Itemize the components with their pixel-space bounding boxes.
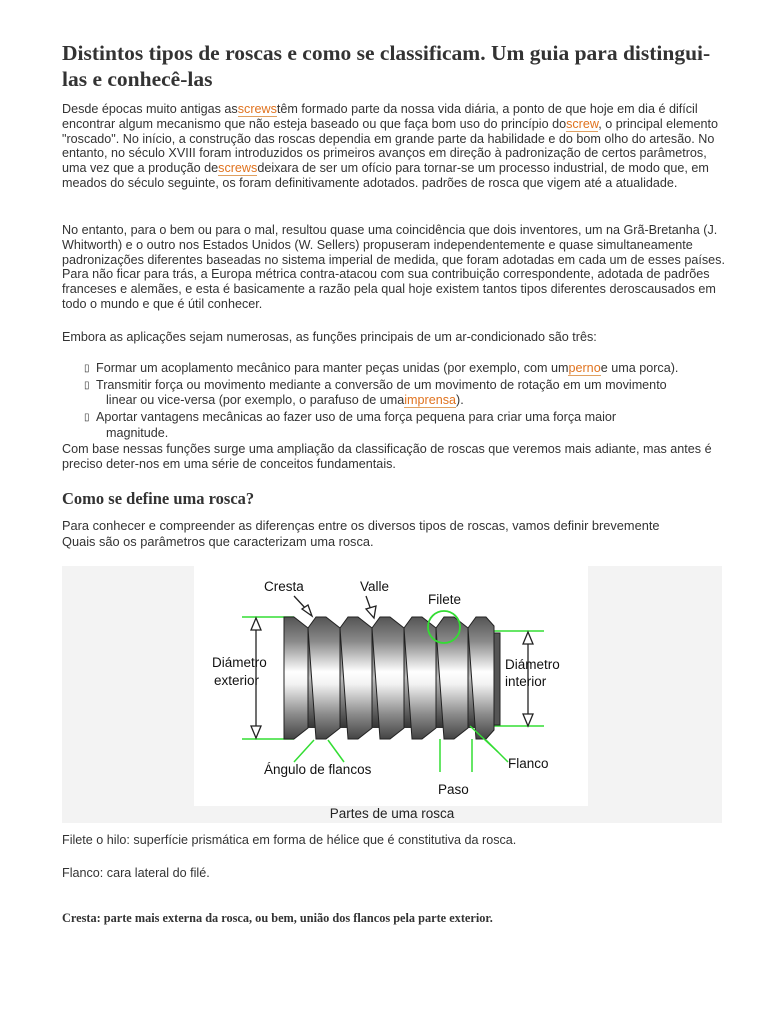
intro-paragraph: Desde épocas muito antigas asscrewstêm formado parte da nossa vida diária, a ponto de que hoje em dia é difícil encontrar algum mecanismo que não esteja baseado ou que faça bom uso do princípio doscrew, o principal elemento "roscado". No início, a construção das roscas dependia em grande parte da habilidade e do bom olho do artesão. No entanto, no século XVIII foram introduzidos os primeiros avanços em direção à padronização de certos parâmetros, uma vez que a produção descrewsdeixara de ser um ofício para tornar-se um processo industrial, de modo que, em meados do século seguinte, os foram definitivamente adotados. padrões de rosca que vigem até a atualidade. bbox=[62, 102, 718, 190]
thread-diagram-svg bbox=[194, 566, 588, 806]
label-diametro-exterior-2: exterior bbox=[214, 673, 260, 688]
article-title: Distintos tipos de roscas e como se classificam. Um guia para distingui-las e conhecê-las bbox=[62, 41, 711, 91]
label-flanco: Flanco bbox=[508, 756, 549, 771]
filete-definition: Filete o hilo: superfície prismática em forma de hélice que é constitutiva da rosca. bbox=[62, 833, 517, 847]
functions-intro: Embora as aplicações sejam numerosas, as funções principais de um ar-condicionado são três: bbox=[62, 330, 597, 344]
link-imprensa[interactable]: imprensa bbox=[404, 393, 457, 408]
figure-caption: Partes de uma rosca bbox=[329, 806, 455, 821]
label-cresta: Cresta bbox=[264, 579, 304, 594]
link-perno[interactable]: perno bbox=[568, 361, 601, 375]
pitch-guides bbox=[440, 739, 472, 772]
list-item: ▯ Transmitir força ou movimento mediante a conversão de um movimento de rotação em um movimento linear ou vice-versa (por exemplo, o parafuso de umaimprensa). bbox=[84, 377, 667, 408]
pointer-arrows bbox=[294, 596, 376, 618]
bullet-icon: ▯ bbox=[84, 363, 90, 374]
label-paso: Paso bbox=[438, 782, 469, 797]
label-valle: Valle bbox=[360, 579, 390, 594]
list-item: ▯ Aportar vantagens mecânicas ao fazer uso de uma força pequena para criar uma força maior magnitude. bbox=[84, 410, 617, 440]
thread-diagram bbox=[194, 566, 588, 806]
history-paragraph: No entanto, para o bem ou para o mal, resultou quase uma coincidência que dois inventores, um na Grã-Bretanha (J. Whitworth) e o outro nos Estados Unidos (W. Sellers) propuseram independentemente e quase simultaneamente padronizações diferentes baseadas no sistema imperial de medida, que foram adotadas em cada um de esses países. Para não ficar para trás, a Europa métrica contra-atacou com sua contribuição correspondente, adotada de padrões franceses e alemães, e esta é basicamente a razão pela qual hoje existem tantos tipos diferentes deroscausados em todo o mundo e que é útil conhecer. bbox=[62, 223, 725, 311]
thread-body bbox=[284, 617, 500, 739]
flanco-definition: Flanco: cara lateral do filé. bbox=[62, 866, 210, 880]
cresta-definition: Cresta: parte mais externa da rosca, ou bem, união dos flancos pela parte exterior. bbox=[62, 911, 493, 926]
definition-paragraph: Para conhecer e compreender as diferenças entre os diversos tipos de roscas, vamos definir brevemente Quais são os parâmetros que caracterizam uma rosca. bbox=[62, 518, 660, 549]
label-diametro-interior-1: Diámetro bbox=[505, 657, 560, 672]
link-screw[interactable]: screw bbox=[566, 116, 599, 131]
list-item: ▯ Formar um acoplamento mecânico para manter peças unidas (por exemplo, com umpernoe uma porca). bbox=[84, 361, 679, 375]
functions-list bbox=[84, 361, 724, 443]
label-diametro-interior-2: interior bbox=[505, 674, 547, 689]
label-angulo-de-flancos: Ángulo de flancos bbox=[264, 762, 372, 777]
classification-paragraph: Com base nessas funções surge uma ampliação da classificação de roscas que veremos mais adiante, mas antes é preciso deter-nos em uma série de conceitos fundamentais. bbox=[62, 442, 712, 471]
label-filete: Filete bbox=[428, 592, 462, 607]
bullet-icon: ▯ bbox=[84, 412, 90, 424]
link-screws-2[interactable]: screws bbox=[218, 161, 258, 176]
label-diametro-exterior-1: Diámetro bbox=[212, 655, 267, 670]
section-heading: Como se define uma rosca? bbox=[62, 489, 255, 508]
link-screws-1[interactable]: screws bbox=[237, 102, 277, 116]
bullet-icon: ▯ bbox=[84, 379, 90, 391]
